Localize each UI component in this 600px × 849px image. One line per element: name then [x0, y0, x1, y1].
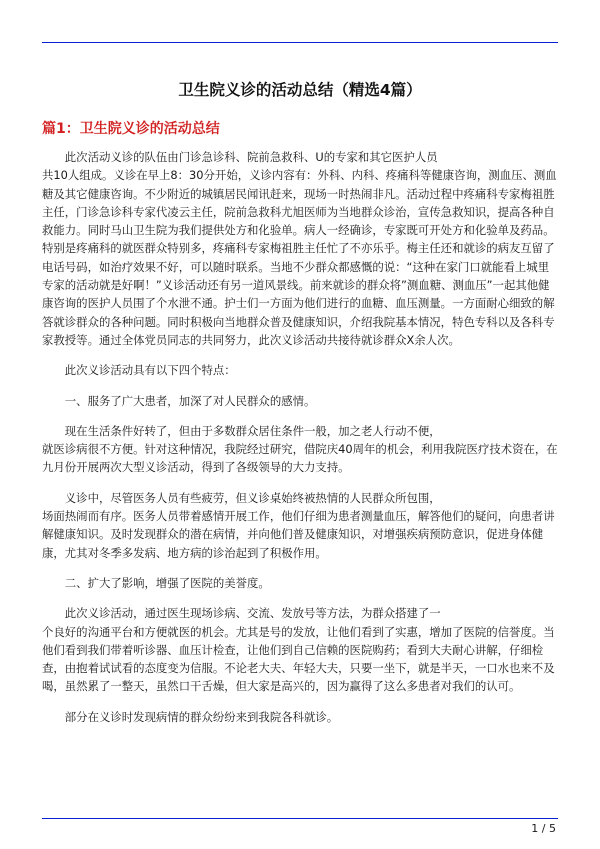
section-heading: 篇1：卫生院义诊的活动总结 — [42, 121, 220, 137]
paragraph: 此次活动义诊的队伍由门诊急诊科、院前急救科、U的专家和其它医护人员 共10人组成。义诊在早上8：30分开始，义诊内容有：外科、内科、疼痛科等健康咨询，测血压、测血糖及其它健康咨询。不少附近的城镇居民闻讯赶来，现场一时热闹非凡。活动过程中疼痛科专家梅祖胜主任，门诊急诊科专家代凌云主任，院前急救科尤旭医师为当地群众诊治，宣传急救知识，提高各种自救能力。同时马山卫生院为我们提供处方和化验单。病人一经确诊，专家既可开处方和化验单及药品。特别是疼痛科的就医群众特别多，疼痛科专家梅祖胜主任忙了不亦乐乎。梅主任还和就诊的病友互留了电话号码，如治疗效果不好，可以随时联系。当地不少群众都感慨的说：“这种在家门口就能看上城里专家的活动就是好啊！”义诊活动还有另一道风景线。前来就诊的群众将”测血糖、测血压”一起其他健康咨询的医护人员围了个水泄不通。护士们一方面为他们进行的血糖、血压测量。一方面耐心细致的解答就诊群众的各种问题。同时积极向当地群众普及健康知识，介绍我院基本情况，特色专科以及各科专家教授等。通过全体党员同志的共同努力，此次义诊活动共接待就诊群众X余人次。 — [42, 150, 557, 347]
paragraph: 义诊中，尽管医务人员有些疲劳，但义诊桌始终被热情的人民群众所包围， 场面热闹而有序。医务人员带着感情开展工作，他们仔细为患者测量血压，解答他们的疑问，向患者讲解健康知识。及时发现群众的潜在病情，并向他们普及健康知识，对增强疾病预防意识，促进身体健康，尤其对冬季多发病、地方病的诊治起到了积极作用。 — [42, 490, 555, 560]
paragraph: 现在生活条件好转了，但由于多数群众居住条件一般，加之老人行动不便， 就医诊病很不方便。针对这种情况，我院经过研究，借院庆40周年的机会，利用我院医疗技术资在，在九月份开展两次大型义诊活动，得到了各级领导的大力支持。 — [42, 423, 558, 475]
paragraph: 此次义诊活动，通过医生现场诊病、交流、发放号等方法，为群众搭建了一 个良好的沟通平台和方便就医的机会。尤其是号的发放，让他们看到了实惠，增加了医院的信誉度。当他们看到我们带着听诊器、血压计检查，让他们到自己信赖的医院购药；看到大夫耐心讲解，仔细检查，由抱着试试看的态度变为信服。不论老大夫、年轻大夫，只要一坐下，就是半天，一口水也来不及喝，虽然累了一整天，虽然口干舌燥，但大家是高兴的，因为赢得了这么多患者对我们的认可。 — [42, 606, 555, 694]
paragraph: 一、服务了广大患者，加深了对人民群众的感情。 — [42, 393, 316, 408]
header-rule — [42, 42, 558, 43]
document-body — [42, 148, 558, 738]
footer-rule — [42, 818, 558, 819]
page-indicator: 1 / 5 — [531, 822, 556, 835]
paragraph: 部分在义诊时发现病情的群众纷纷来到我院各科就诊。 — [42, 709, 339, 724]
document-title: 卫生院义诊的活动总结（精选4篇） — [178, 81, 422, 99]
paragraph: 二、扩大了影响，增强了医院的美誉度。 — [42, 575, 270, 590]
paragraph: 此次义诊活动具有以下四个特点： — [42, 363, 236, 378]
